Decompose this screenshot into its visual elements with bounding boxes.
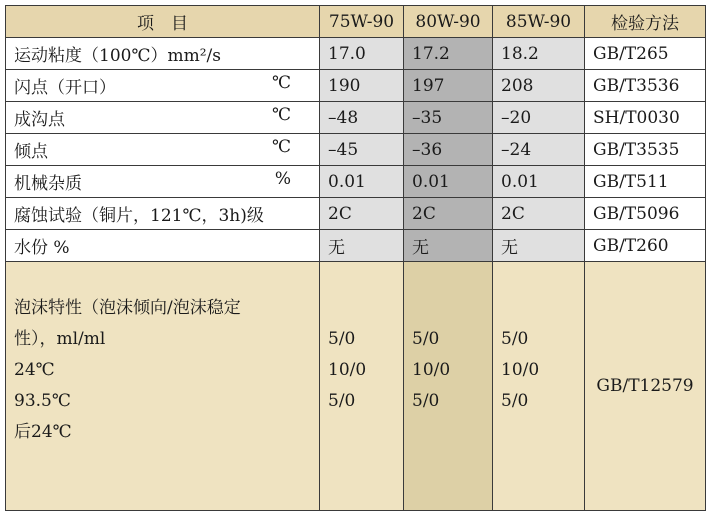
row-label-text: 成沟点: [14, 110, 65, 130]
foam-75w90: [320, 262, 404, 511]
cell-method: GB/T3535: [585, 134, 706, 166]
foam-value: 10/0: [412, 360, 451, 380]
foam-value: 5/0: [412, 391, 440, 411]
cell-85w90: 208: [493, 70, 585, 102]
cell-85w90: 18.2: [493, 38, 585, 70]
row-label: [6, 198, 320, 230]
foam-sub-after24: 后24℃: [14, 422, 72, 442]
row-label-text: 倾点: [14, 142, 48, 162]
foam-value: 10/0: [501, 360, 540, 380]
cell-80w90: 2C: [404, 198, 493, 230]
row-label-text: 机械杂质: [14, 174, 82, 194]
table-row: [6, 38, 706, 70]
row-label: [6, 134, 320, 166]
foam-title-line1: 泡沫特性（泡沫倾向/泡沫稳定: [14, 298, 241, 318]
cell-80w90: 0.01: [404, 166, 493, 198]
cell-85w90: 0.01: [493, 166, 585, 198]
cell-80w90: 无: [404, 230, 493, 262]
cell-method: GB/T5096: [585, 198, 706, 230]
foam-row: [6, 262, 706, 511]
row-label: [6, 230, 320, 262]
cell-80w90: 17.2: [404, 38, 493, 70]
table-row: [6, 230, 706, 262]
foam-sub-93: 93.5℃: [14, 391, 71, 411]
foam-label: [6, 262, 320, 511]
cell-80w90: 197: [404, 70, 493, 102]
table-row: [6, 70, 706, 102]
header-75w90: 75W-90: [320, 6, 404, 38]
row-label-text: 水份 %: [14, 238, 70, 258]
row-label-text: 腐蚀试验（铜片，121℃，3h)级: [14, 206, 264, 226]
header-85w90: 85W-90: [493, 6, 585, 38]
cell-method: SH/T0030: [585, 102, 706, 134]
cell-method: GB/T260: [585, 230, 706, 262]
cell-method: GB/T3536: [585, 70, 706, 102]
foam-value: 5/0: [412, 329, 440, 349]
foam-title-line2: 性），ml/ml: [14, 329, 106, 349]
cell-85w90: 无: [493, 230, 585, 262]
row-label: [6, 70, 320, 102]
cell-85w90: –20: [493, 102, 585, 134]
foam-value: 10/0: [328, 360, 367, 380]
header-80w90: 80W-90: [404, 6, 493, 38]
table-row: [6, 134, 706, 166]
cell-75w90: 190: [320, 70, 404, 102]
table-row: [6, 198, 706, 230]
row-label: [6, 38, 320, 70]
cell-75w90: 无: [320, 230, 404, 262]
table-row: [6, 166, 706, 198]
cell-80w90: –35: [404, 102, 493, 134]
cell-80w90: –36: [404, 134, 493, 166]
foam-method: GB/T12579: [585, 262, 706, 511]
foam-85w90: [493, 262, 585, 511]
cell-75w90: –45: [320, 134, 404, 166]
cell-75w90: 2C: [320, 198, 404, 230]
foam-sub-24: 24℃: [14, 360, 55, 380]
foam-value: 5/0: [328, 391, 356, 411]
cell-85w90: 2C: [493, 198, 585, 230]
row-label-text: 运动粘度（100℃）mm²/s: [14, 46, 221, 66]
foam-value: 5/0: [328, 329, 356, 349]
cell-method: GB/T511: [585, 166, 706, 198]
row-unit: ℃: [271, 73, 291, 93]
row-label: [6, 102, 320, 134]
header-row: [6, 6, 706, 38]
cell-75w90: 0.01: [320, 166, 404, 198]
row-unit: %: [274, 169, 291, 189]
cell-75w90: 17.0: [320, 38, 404, 70]
header-method: 检验方法: [585, 6, 706, 38]
row-label: [6, 166, 320, 198]
cell-method: GB/T265: [585, 38, 706, 70]
row-unit: ℃: [271, 105, 291, 125]
cell-85w90: –24: [493, 134, 585, 166]
table-row: [6, 102, 706, 134]
foam-value: 5/0: [501, 391, 529, 411]
row-label-text: 闪点（开口）: [14, 78, 116, 98]
spec-table: [5, 5, 706, 511]
foam-value: 5/0: [501, 329, 529, 349]
header-item: 项 目: [6, 6, 320, 38]
cell-75w90: –48: [320, 102, 404, 134]
row-unit: ℃: [271, 137, 291, 157]
foam-80w90: [404, 262, 493, 511]
